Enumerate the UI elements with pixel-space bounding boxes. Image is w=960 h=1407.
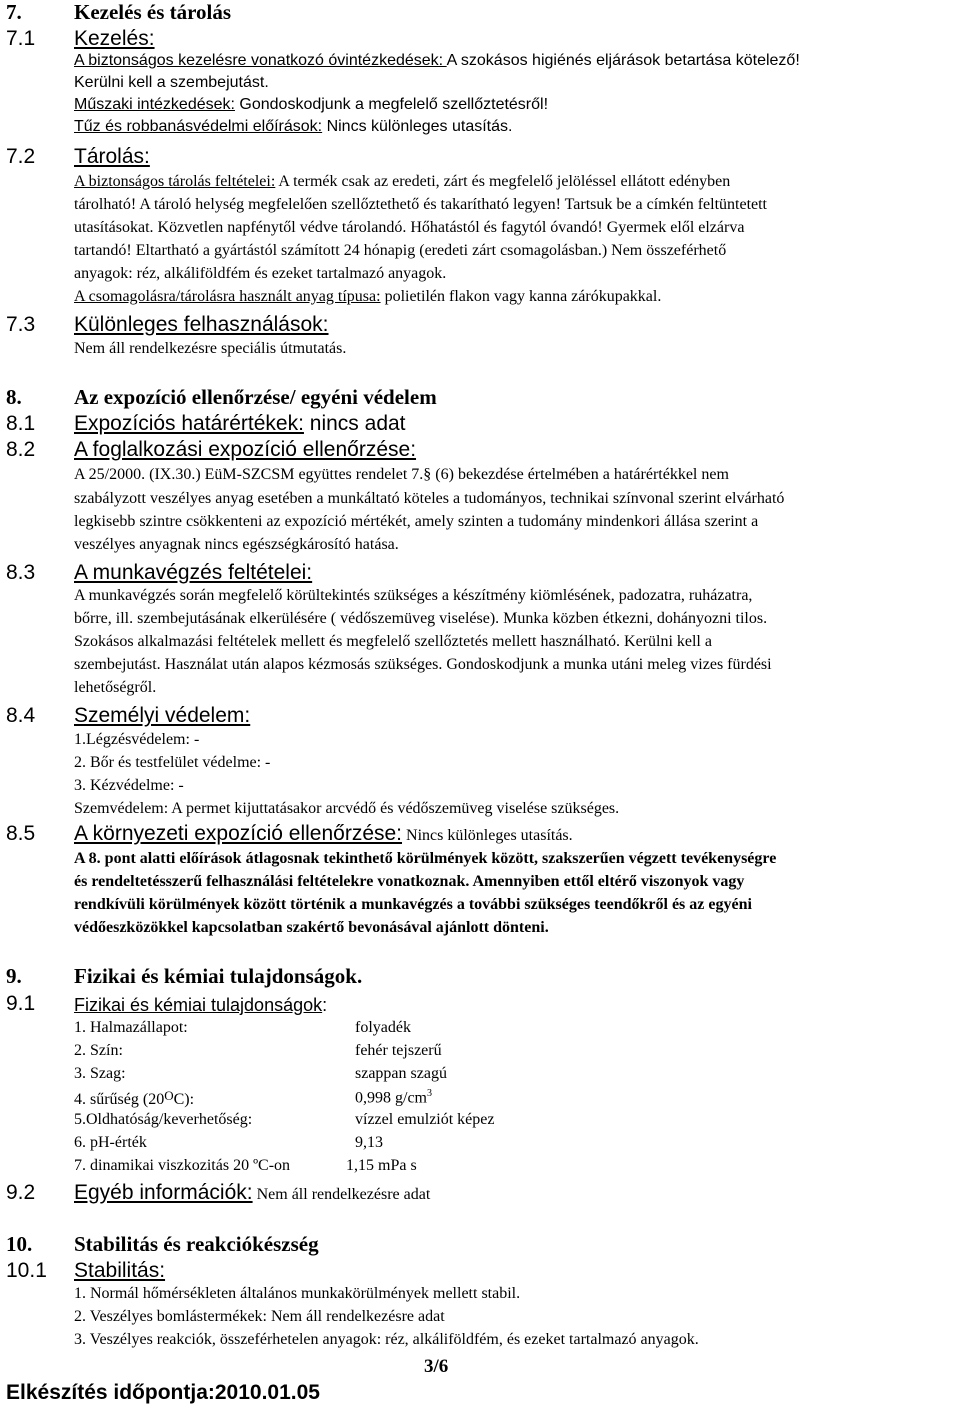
footer-date: Elkészítés időpontja:2010.01.05: [6, 1381, 320, 1404]
property-value: 0,998 $g/cm^3$: [355, 1088, 432, 1107]
field-value: Nincs különleges utasítás.: [322, 118, 513, 135]
text-line: tárolható! A tároló helység megfelelően szellőztethető és takarítható legyen! Tartsuk be a címkén feltüntetett: [74, 196, 767, 213]
subsection-number: 8.3: [6, 561, 36, 584]
section-number: 8.: [6, 385, 22, 409]
text-line: szembejutást. Használat után alapos kézmosás szükséges. Gondoskodjunk a munka utáni meleg vizes fürdési: [74, 656, 772, 673]
section-number: 7.: [6, 0, 22, 24]
subsection-title: Személyi védelem:: [74, 704, 251, 727]
section-title: Az expozíció ellenőrzése/ egyéni védelem: [74, 385, 437, 409]
subsection-number: 7.3: [6, 313, 36, 336]
text-line: utasításokat. Közvetlen napfénytől védve tárolandó. Hőhatástól és fagytól óvandó! Gyermek elől elzárva: [74, 219, 745, 236]
text-line: Szemvédelem: A permet kijuttatásakor arcvédő és védőszemüveg viselése szükséges.: [74, 800, 620, 817]
field-label: Műszaki intézkedések:: [74, 96, 235, 113]
subsection-number: 8.4: [6, 704, 36, 727]
field-label: A biztonságos tárolás feltételei:: [74, 173, 276, 190]
subsection-number: 8.1: [6, 412, 36, 435]
subsection-number: 10.1: [6, 1259, 47, 1282]
text-line: lehetőségről.: [74, 679, 157, 696]
text-line: A munkavégzés során megfelelő körültekintés szükséges a készítmény kiömlésének, padozatra, ruházatra,: [74, 587, 753, 604]
text-line: tartandó! Eltartható a gyártástól számított 24 hónapig (eredeti zárt csomagolásban.) Nem összeférhető: [74, 242, 727, 259]
property-value: 1,15 mPa s: [346, 1157, 417, 1174]
field-value: A termék csak az eredeti, zárt és megfelelő jelöléssel ellátott edényben: [275, 173, 731, 190]
section-title: Kezelés és tárolás: [74, 0, 232, 24]
text-line: [74, 173, 730, 191]
section-title: Fizikai és kémiai tulajdonságok.: [74, 964, 363, 988]
property-label: 7. dinamikai viszkozitás 20 ºC-on: [74, 1157, 291, 1174]
property-label: 5.Oldhatóság/keverhetőség:: [74, 1111, 253, 1128]
text-line: [74, 118, 512, 136]
text-line: 3. Veszélyes reakciók, összeférhetelen anyagok: réz, alkáliföldfém, és ezeket tartalmazó anyagok.: [74, 1331, 699, 1348]
property-value: 9,13: [355, 1134, 383, 1151]
text-line: rendkívüli körülmények között történik a munkavégzés a további szükséges teendőkről és az egyéni: [74, 896, 752, 913]
text-line: A 25/2000. (IX.30.) EüM-SZCSM együttes rendelet 7.§ (6) bekezdése értelmében a határértékkel nem: [74, 466, 729, 483]
text-line: Szokásos alkalmazási feltételek mellett és megfelelő szellőztetés mellett használható. Kerülni kell a: [74, 633, 712, 650]
subsection-title: Expozíciós határértékek: nincs adat: [74, 412, 406, 435]
subsection-title: Egyéb információk: Nem áll rendelkezésre adat: [74, 1181, 431, 1204]
subsection-title: Különleges felhasználások:: [74, 313, 329, 336]
subsection-number: 7.1: [6, 27, 36, 50]
property-value: folyadék: [355, 1019, 411, 1036]
field-value: A szokásos higiénés eljárások betartása kötelező!: [446, 52, 800, 69]
subsection-title: A munkavégzés feltételei:: [74, 561, 313, 584]
text-line: [74, 52, 800, 70]
text-line: bőrre, ill. szembejutásának elkerülésére ( védőszemüveg viselése). Munka közben étkezni, dohányozni tilos.: [74, 610, 768, 627]
subsection-number: 7.2: [6, 145, 36, 168]
text-line: A 8. pont alatti előírások átlagosnak tekinthető körülmények között, szakszerűen végzett tevékenységre: [74, 850, 777, 867]
property-value: szappan szagú: [355, 1065, 447, 1082]
text-line: 3. Kézvédelme: -: [74, 777, 184, 794]
property-label: 3. Szag:: [74, 1065, 126, 1082]
text-line: 2. Veszélyes bomlástermékek: Nem áll rendelkezésre adat: [74, 1308, 445, 1325]
field-value: polietilén flakon vagy kanna zárókupakkal.: [380, 288, 662, 305]
text-line: legkisebb szintre csökkenteni az expozíció mértékét, amely szinten a tudomány mindenkori állása szerint a: [74, 513, 759, 530]
subsection-title: Stabilitás:: [74, 1259, 166, 1282]
subsection-title: A foglalkozási expozíció ellenőrzése:: [74, 438, 417, 461]
property-value: vízzel emulziót képez: [355, 1111, 495, 1128]
text-line: 1. Normál hőmérsékleten általános munkakörülmények mellett stabil.: [74, 1285, 521, 1302]
field-value: Gondoskodjunk a megfelelő szellőztetésről!: [234, 96, 549, 113]
property-label: 1. Halmazállapot:: [74, 1019, 188, 1036]
text-line: veszélyes anyagnak nincs egészségkárosító hatása.: [74, 536, 399, 553]
text-line: anyagok: réz, alkáliföldfém és ezeket tartalmazó anyagok.: [74, 265, 447, 282]
text-line: 1.Légzésvédelem: -: [74, 731, 200, 748]
property-label: 6. pH-érték: [74, 1134, 147, 1151]
text-line: Nem áll rendelkezésre speciális útmutatás.: [74, 340, 347, 357]
property-label: 4. sűrűség $(20^OC)$:: [74, 1088, 195, 1108]
section-number: 10.: [6, 1232, 33, 1256]
property-label: 2. Szín:: [74, 1042, 123, 1059]
subsection-number: 8.5: [6, 822, 36, 845]
text-line: és rendeltetésszerű felhasználási feltételekre vonatkoznak. Amennyiben ettől eltérő viszonyok vagy: [74, 873, 745, 890]
section-title: Stabilitás és reakciókészség: [74, 1232, 319, 1256]
text-line: Kerülni kell a szembejutást.: [74, 74, 269, 91]
text-line: szabályzott veszélyes anyag esetében a munkáltató köteles a tudományos, technikai színvonal szerint elvárható: [74, 490, 785, 507]
page-number: 3/6: [424, 1356, 449, 1377]
subsection-title: Kezelés:: [74, 27, 155, 50]
field-label: A biztonságos kezelésre vonatkozó óvintézkedések:: [74, 52, 447, 69]
subsection-number: 9.1: [6, 992, 36, 1015]
field-label: Tűz és robbanásvédelmi előírások:: [74, 118, 323, 135]
subsection-title: Fizikai és kémiai tulajdonságok:: [74, 995, 328, 1015]
text-line: [74, 288, 661, 306]
text-line: [74, 96, 548, 114]
text-line: védőeszközökkel kapcsolatban szakértő bevonásával ajánlott dönteni.: [74, 919, 549, 936]
subsection-title: Tárolás:: [74, 145, 150, 168]
text-line: 2. Bőr és testfelület védelme: -: [74, 754, 271, 771]
field-label: A csomagolásra/tárolásra használt anyag típusa:: [74, 288, 381, 305]
subsection-number: 8.2: [6, 438, 36, 461]
property-value: fehér tejszerű: [355, 1042, 442, 1059]
section-number: 9.: [6, 964, 22, 988]
subsection-number: 9.2: [6, 1181, 36, 1204]
subsection-title: A környezeti expozíció ellenőrzése: Nincs különleges utasítás.: [74, 822, 573, 845]
